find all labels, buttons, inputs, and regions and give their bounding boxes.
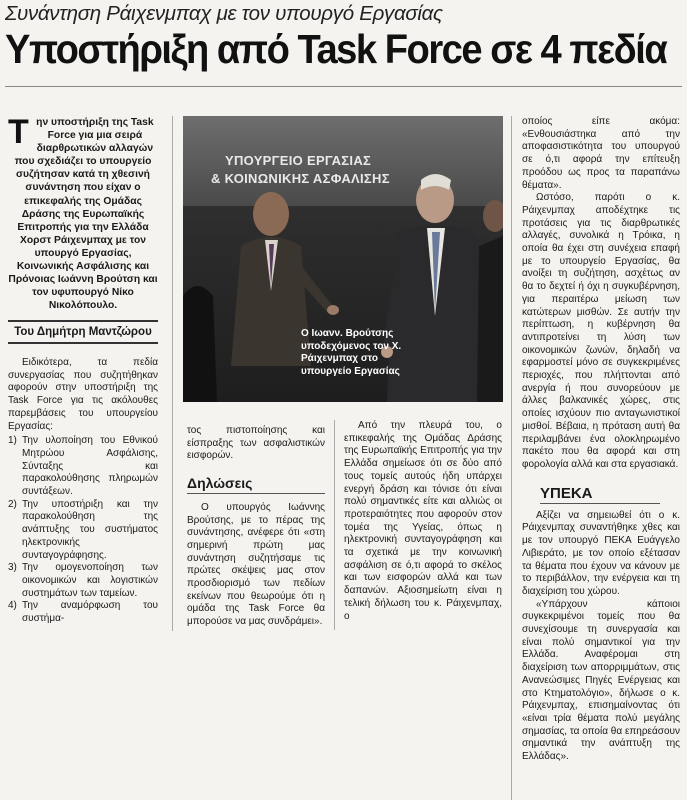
- photo-banner: ΥΠΟΥΡΓΕΙΟ ΕΡΓΑΣΙΑΣ & ΚΟΙΝΩΝΙΚΗΣ ΑΣΦΑΛΙΣΗΣ: [211, 153, 390, 186]
- upeka-quote: «Υπάρχουν κάποιοι συγκεκριμένοι τομείς που θα συνεχίσουμε τη συνεργασία και είναι πολύ σημαντικοί για την Ελλάδα. Αναφέρομαι στη διαχείριση των απορριμμάτων, στις Ανανεώσιμες Πηγές Ενέργειας και στο Κτηματολόγιο», δήλωσε ο κ. Ράιχενμπαχ, επισημαίνοντας ότι «είναι τρία θέματα πολύ μεγάλης σημασίας, τα οποία θα επηρεάσουν σημαντικά την ανάπτυξη της Ελλάδας».: [522, 598, 680, 763]
- lead-text: ην υποστήριξη της Task Force για μια σειρά διαρθρωτικών αλλαγών που σχεδιάζει το υπουργείο συζήτησαν κατά τη χθεσινή συνάντηση που είχαν ο επικεφαλής της Ομάδας Δράσης της Ευρωπαϊκής Επιτροπής για την Ελλάδα Χορστ Ράιχενμπαχ με τον υπουργό Εργασίας, Κοινωνικής Ασφάλισης και Πρόνοιας Ιωάννη Βρούτση και τον υφυπουργό Νίκο Νικολόπουλο.: [8, 117, 158, 312]
- column-4-lower: [522, 485, 680, 764]
- column-3: [344, 420, 502, 623]
- news-photo: [183, 116, 503, 402]
- photo-caption: Ο Ιωανν. Βρούτσης υποδεχόμενος τον Χ. Ράιχενμπαχ στο υπουργείο Εργασίας: [301, 328, 402, 377]
- drop-cap: Τ: [8, 113, 29, 151]
- upeka-paragraph: Αξίζει να σημειωθεί ότι ο κ. Ράιχενμπαχ συναντήθηκε χθες και με τον υπουργό ΠΕΚΑ Ευάγγελο Λιβιεράτο, με τον οποίο εξέτασαν τα θέματα που έχουν να κάνουν με το περιβάλλον, την ενέργεια και τη διαχείριση του χώρου.: [522, 509, 680, 597]
- fields-list: [8, 435, 158, 626]
- subhead-statements: Δηλώσεις: [187, 477, 325, 494]
- column-4: [522, 116, 680, 472]
- subhead-upeka: ΥΠΕΚΑ: [540, 488, 660, 504]
- list-item: 1) Την υλοποίηση του Εθνικού Μητρώου Ασφάλισης, Σύνταξης και παρακολούθησης πληρωμών συντάξεων.: [8, 435, 158, 498]
- reichenbach-paragraph: Από την πλευρά του, ο επικεφαλής της Ομάδας Δράσης της Ευρωπαϊκής Επιτροπής για την Ελλάδα σημείωσε ότι σε δύο από τους τομείς αυτούς ήδη υπάρχει ενεργή δράση και τόνισε ότι είναι πολύ σημαντικές είτε και αλλιώς οι προτεραιότητες που αφορούν στον τομέα της Υγείας, όπως η ηλεκτρονική συνταγογράφηση και τα σχετικά με την κοινωνική ασφάλιση σε ό,τι αφορά το σκέλος και των εισφορών αλλά και των δαπανών. Αξιοσημείωτη είναι η τελική δήλωση του κ. Ράιχενμπαχ, ο: [344, 420, 502, 622]
- column-2: [187, 425, 325, 629]
- troika-paragraph: Ωστόσο, παρότι ο κ. Ράιχενμπαχ αποδέχτηκε τις προτάσεις για τις διαρθρωτικές αλλαγές, συνολικά η Τρόικα, η οποία θα έχει στη συνέχεια επαφή με το υπουργείο Εργασίας, θα ανοίξει τη συζήτηση, ασχέτως αν θα το δεχτεί ή όχι η συγκυβέρνηση, για περαιτέρω μείωση των κατώτερων μισθών. Σε αυτήν την περίπτωση, η κυβέρνηση θα αντιπροτείνει τη λύση των οικονομικών ζωνών, δηλαδή να εφαρμοστεί μόνο σε συγκεκριμένες περιοχές, που πλήττονται από ανεργία ή που συνορεύουν με άλλες βαλκανικές χώρες, στις οποίες ισχύουν πιο ανταγωνιστικοί μισθοί. Βέβαια, η πρόταση αυτή θα περιλαμβάνει ένα ολοκληρωμένο πακέτο που θα αφορά και στη φορολογία αλλά και στα εργασιακά.: [522, 192, 680, 470]
- top-rule: [5, 86, 682, 87]
- quote-paragraph: οποίος είπε ακόμα: «Ενθουσιάστηκα από την αποφασιστικότητα του υπουργού σε ό,τι αφορά την επίτευξη προόδου ως προς τα παραπάνω θέματα».: [522, 116, 680, 191]
- list-item: 2) Την υποστήριξη και την παρακολούθηση της ανάπτυξης του συστήματος ηλεκτρονικής συνταγογράφησης.: [8, 498, 158, 561]
- column-divider: [511, 116, 512, 800]
- lead-paragraph: [8, 113, 158, 312]
- column-1: [8, 357, 158, 626]
- minister-statement: Ο υπουργός Ιωάννης Βρούτσης, με το πέρας της συνάντησης, ανέφερε ότι «στη σημερινή πρώτη μας συνάντηση συζητήσαμε τις πρώτες σκέψεις μας στον προσδιορισμό των πεδίων εκείνων που θεωρούμε ότι η ομάδα της Task Force θα μπορούσε να μας συνδράμει».: [187, 501, 325, 628]
- kicker: Συνάντηση Ράιχενμπαχ με τον υπουργό Εργασίας: [5, 2, 443, 25]
- list-item: 3) Την ομογενοποίηση των οικονομικών και λογιστικών συστημάτων των ταμείων.: [8, 562, 158, 599]
- headline: Υποστήριξη από Task Force σε 4 πεδία: [5, 26, 667, 72]
- list-item: 4) Την αναμόρφωση του συστήμα-: [8, 600, 158, 625]
- column-divider: [172, 116, 173, 631]
- continued-paragraph: τος πιστοποίησης και είσπραξης των ασφαλιστικών εισφορών.: [187, 425, 325, 462]
- byline: Του Δημήτρη Μαντζώρου: [8, 320, 158, 344]
- column-divider: [334, 420, 335, 630]
- intro-paragraph: Ειδικότερα, τα πεδία συνεργασίας που συζητήθηκαν αφορούν στην υποστήριξη της Task Force για τις ακόλουθες παρεμβάσεις του υπουργείου Εργασίας:: [8, 357, 158, 432]
